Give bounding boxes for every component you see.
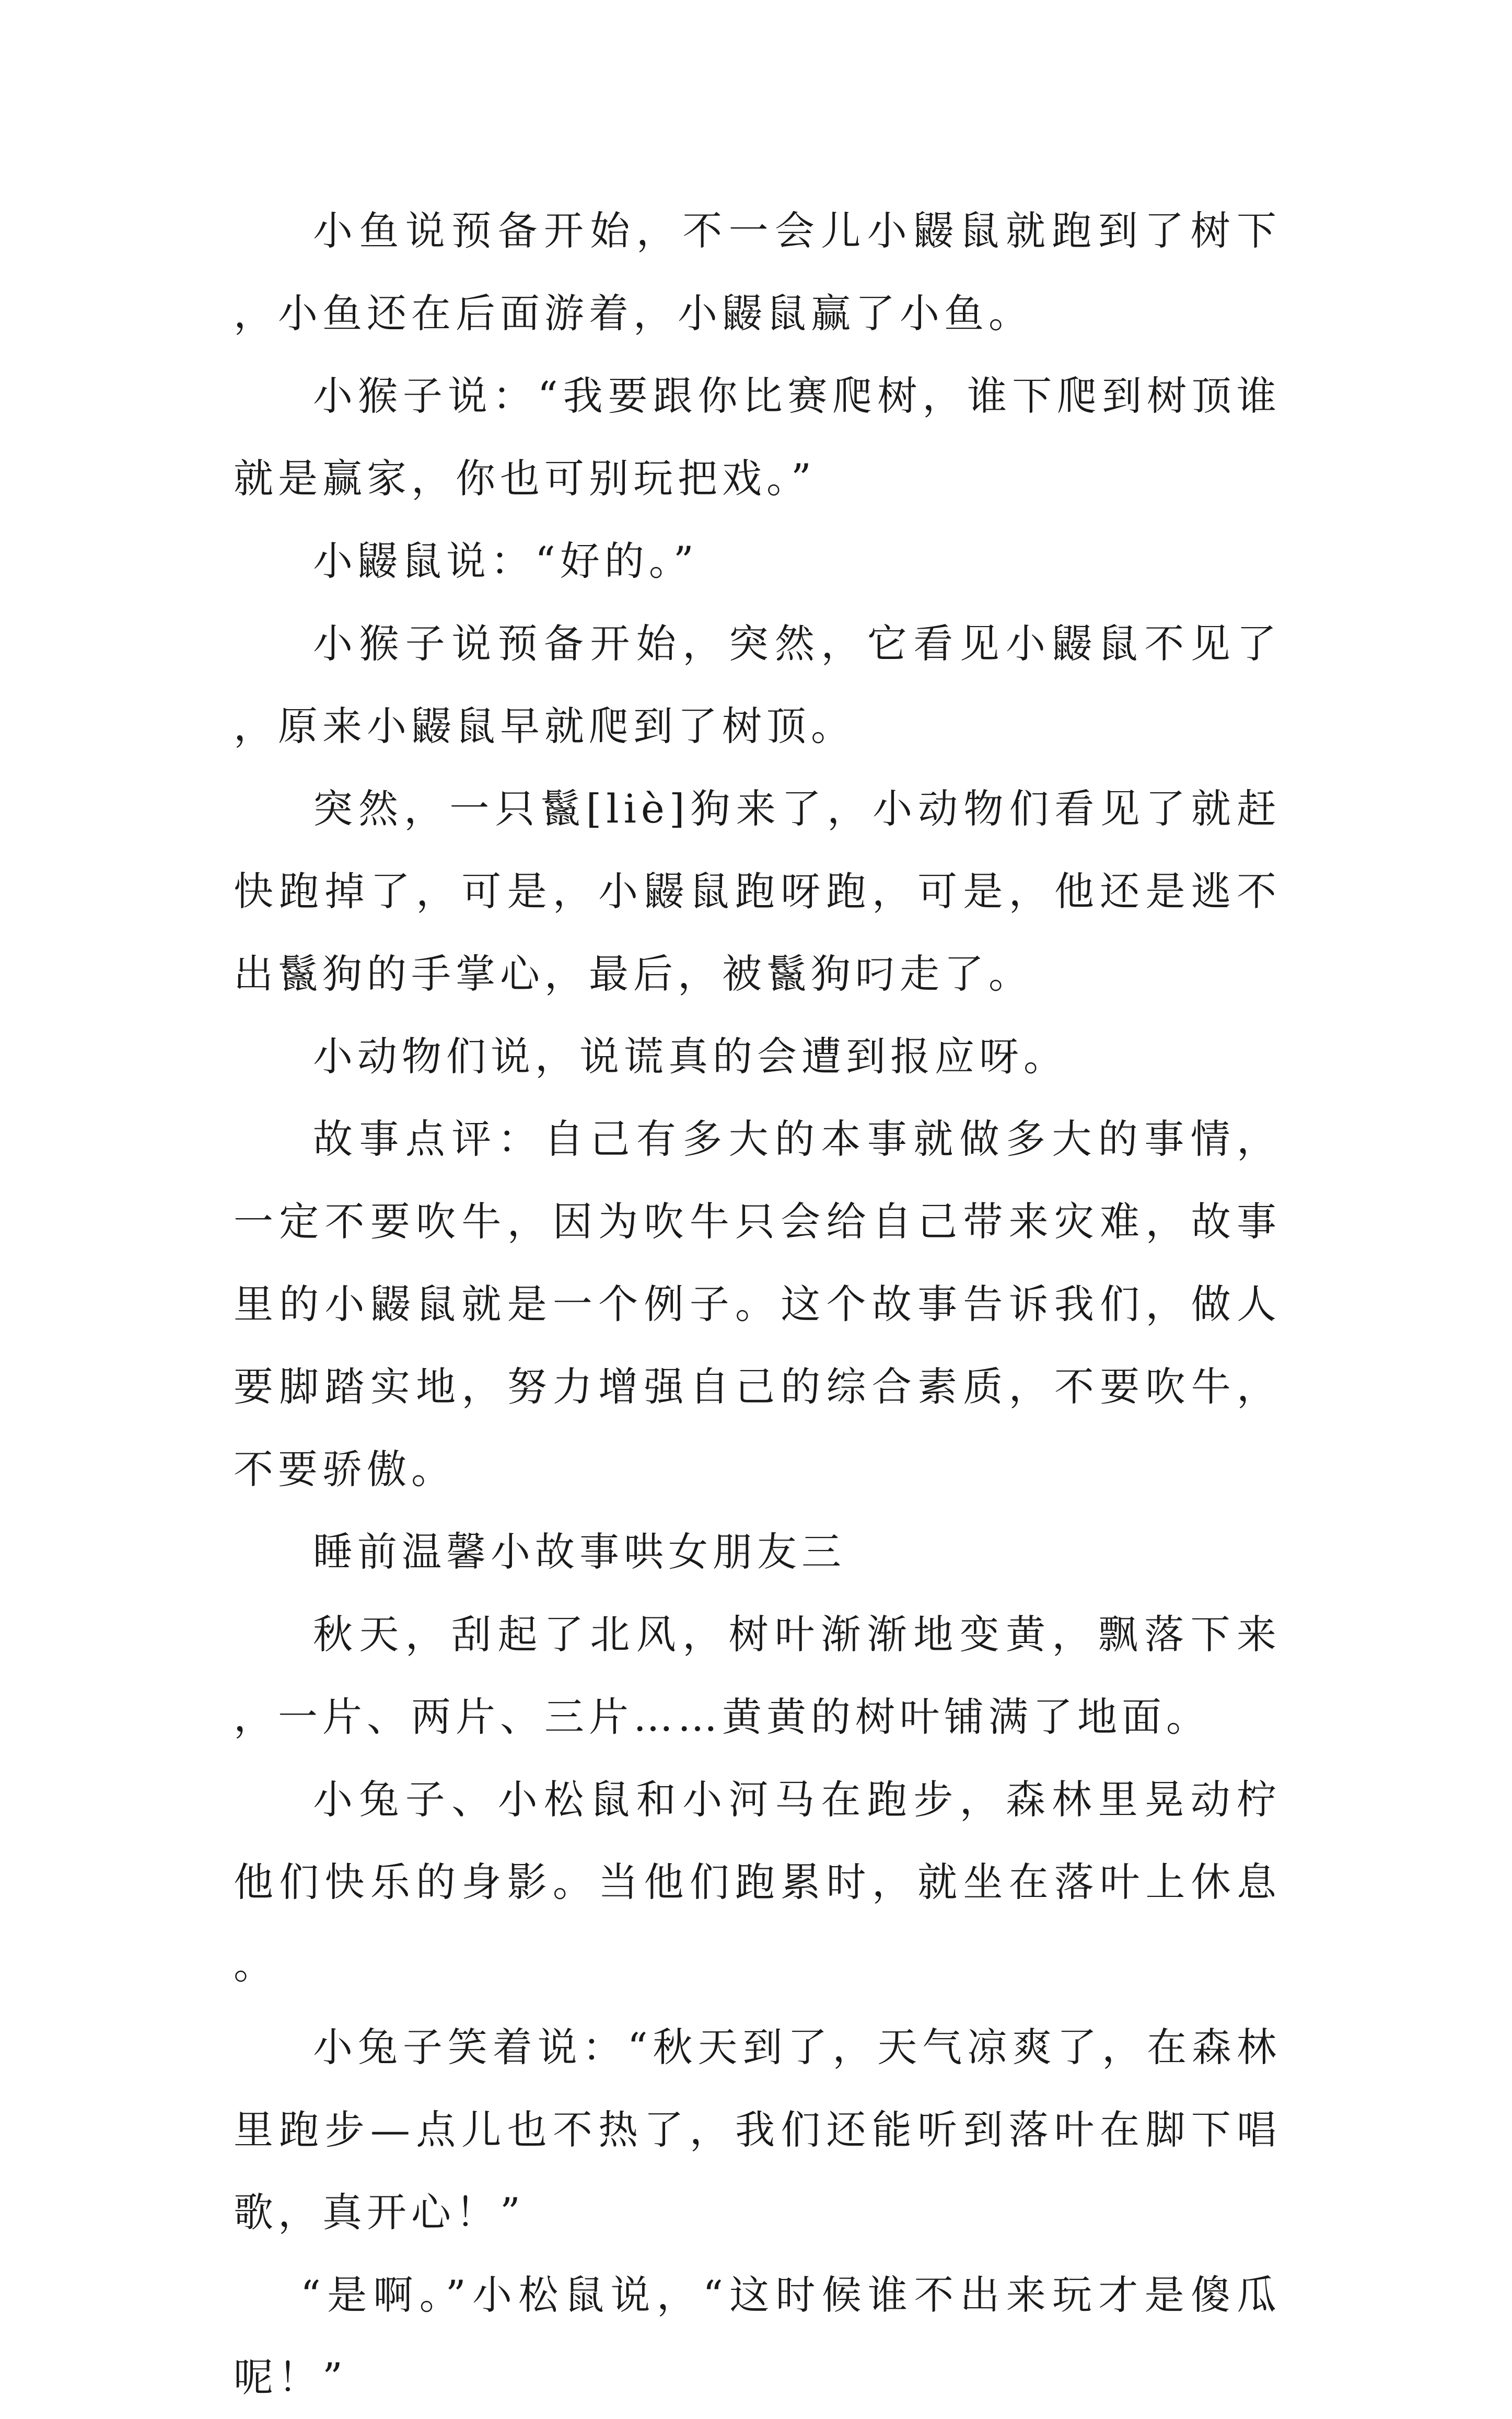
paragraph-story-review: 故事点评：自己有多大的本事就做多大的事情，一定不要吹牛，因为吹牛只会给自己带来灾难，故事里的小鼹鼠就是一个例子。这个故事告诉我们，做人要脚踏实地，努力增强自己的综合素质，不要吹牛，不要骄傲。: [234, 1116, 1281, 1492]
paragraph-climb-race: 小猴子说预备开始，突然，它看见小鼹鼠不见了，原来小鼹鼠早就爬到了树顶。: [234, 620, 1281, 749]
paragraph-autumn: 秋天，刮起了北风，树叶渐渐地变黄，飘落下来，一片、两片、三片……黄黄的树叶铺满了地面。: [234, 1611, 1281, 1740]
paragraph-squirrel-says: “是啊。”小松鼠说，“这时候谁不出来玩才是傻瓜呢！”: [234, 2272, 1281, 2401]
paragraph-monkey-challenge: 小猴子说：“我要跟你比赛爬树，谁下爬到树顶谁就是赢家，你也可别玩把戏。”: [234, 373, 1281, 502]
story-text: [234, 190, 1281, 2419]
paragraph-rabbit-says: 小兔子笑着说：“秋天到了，天气凉爽了，在森林里跑步—点儿也不热了，我们还能听到落叶在脚下唱歌，真开心！”: [234, 2024, 1281, 2236]
paragraph-animals-say: 小动物们说，说谎真的会遭到报应呀。: [313, 1033, 1068, 1080]
section-heading: 睡前温馨小故事哄女朋友三: [313, 1529, 846, 1575]
paragraph-mole-reply: 小鼹鼠说：“好的。”: [313, 538, 699, 584]
paragraph-hyena: 突然，一只鬣[liè]狗来了，小动物们看见了就赶快跑掉了，可是，小鼹鼠跑呀跑，可是，他还是逃不出鬣狗的手掌心，最后，被鬣狗叼走了。: [234, 785, 1281, 997]
paragraph-race-fish: 小鱼说预备开始，不一会儿小鼹鼠就跑到了树下，小鱼还在后面游着，小鼹鼠赢了小鱼。: [234, 207, 1281, 337]
paragraph-running: 小兔子、小松鼠和小河马在跑步，森林里晃动柠他们快乐的身影。当他们跑累时，就坐在落叶上休息。: [234, 1776, 1281, 1988]
